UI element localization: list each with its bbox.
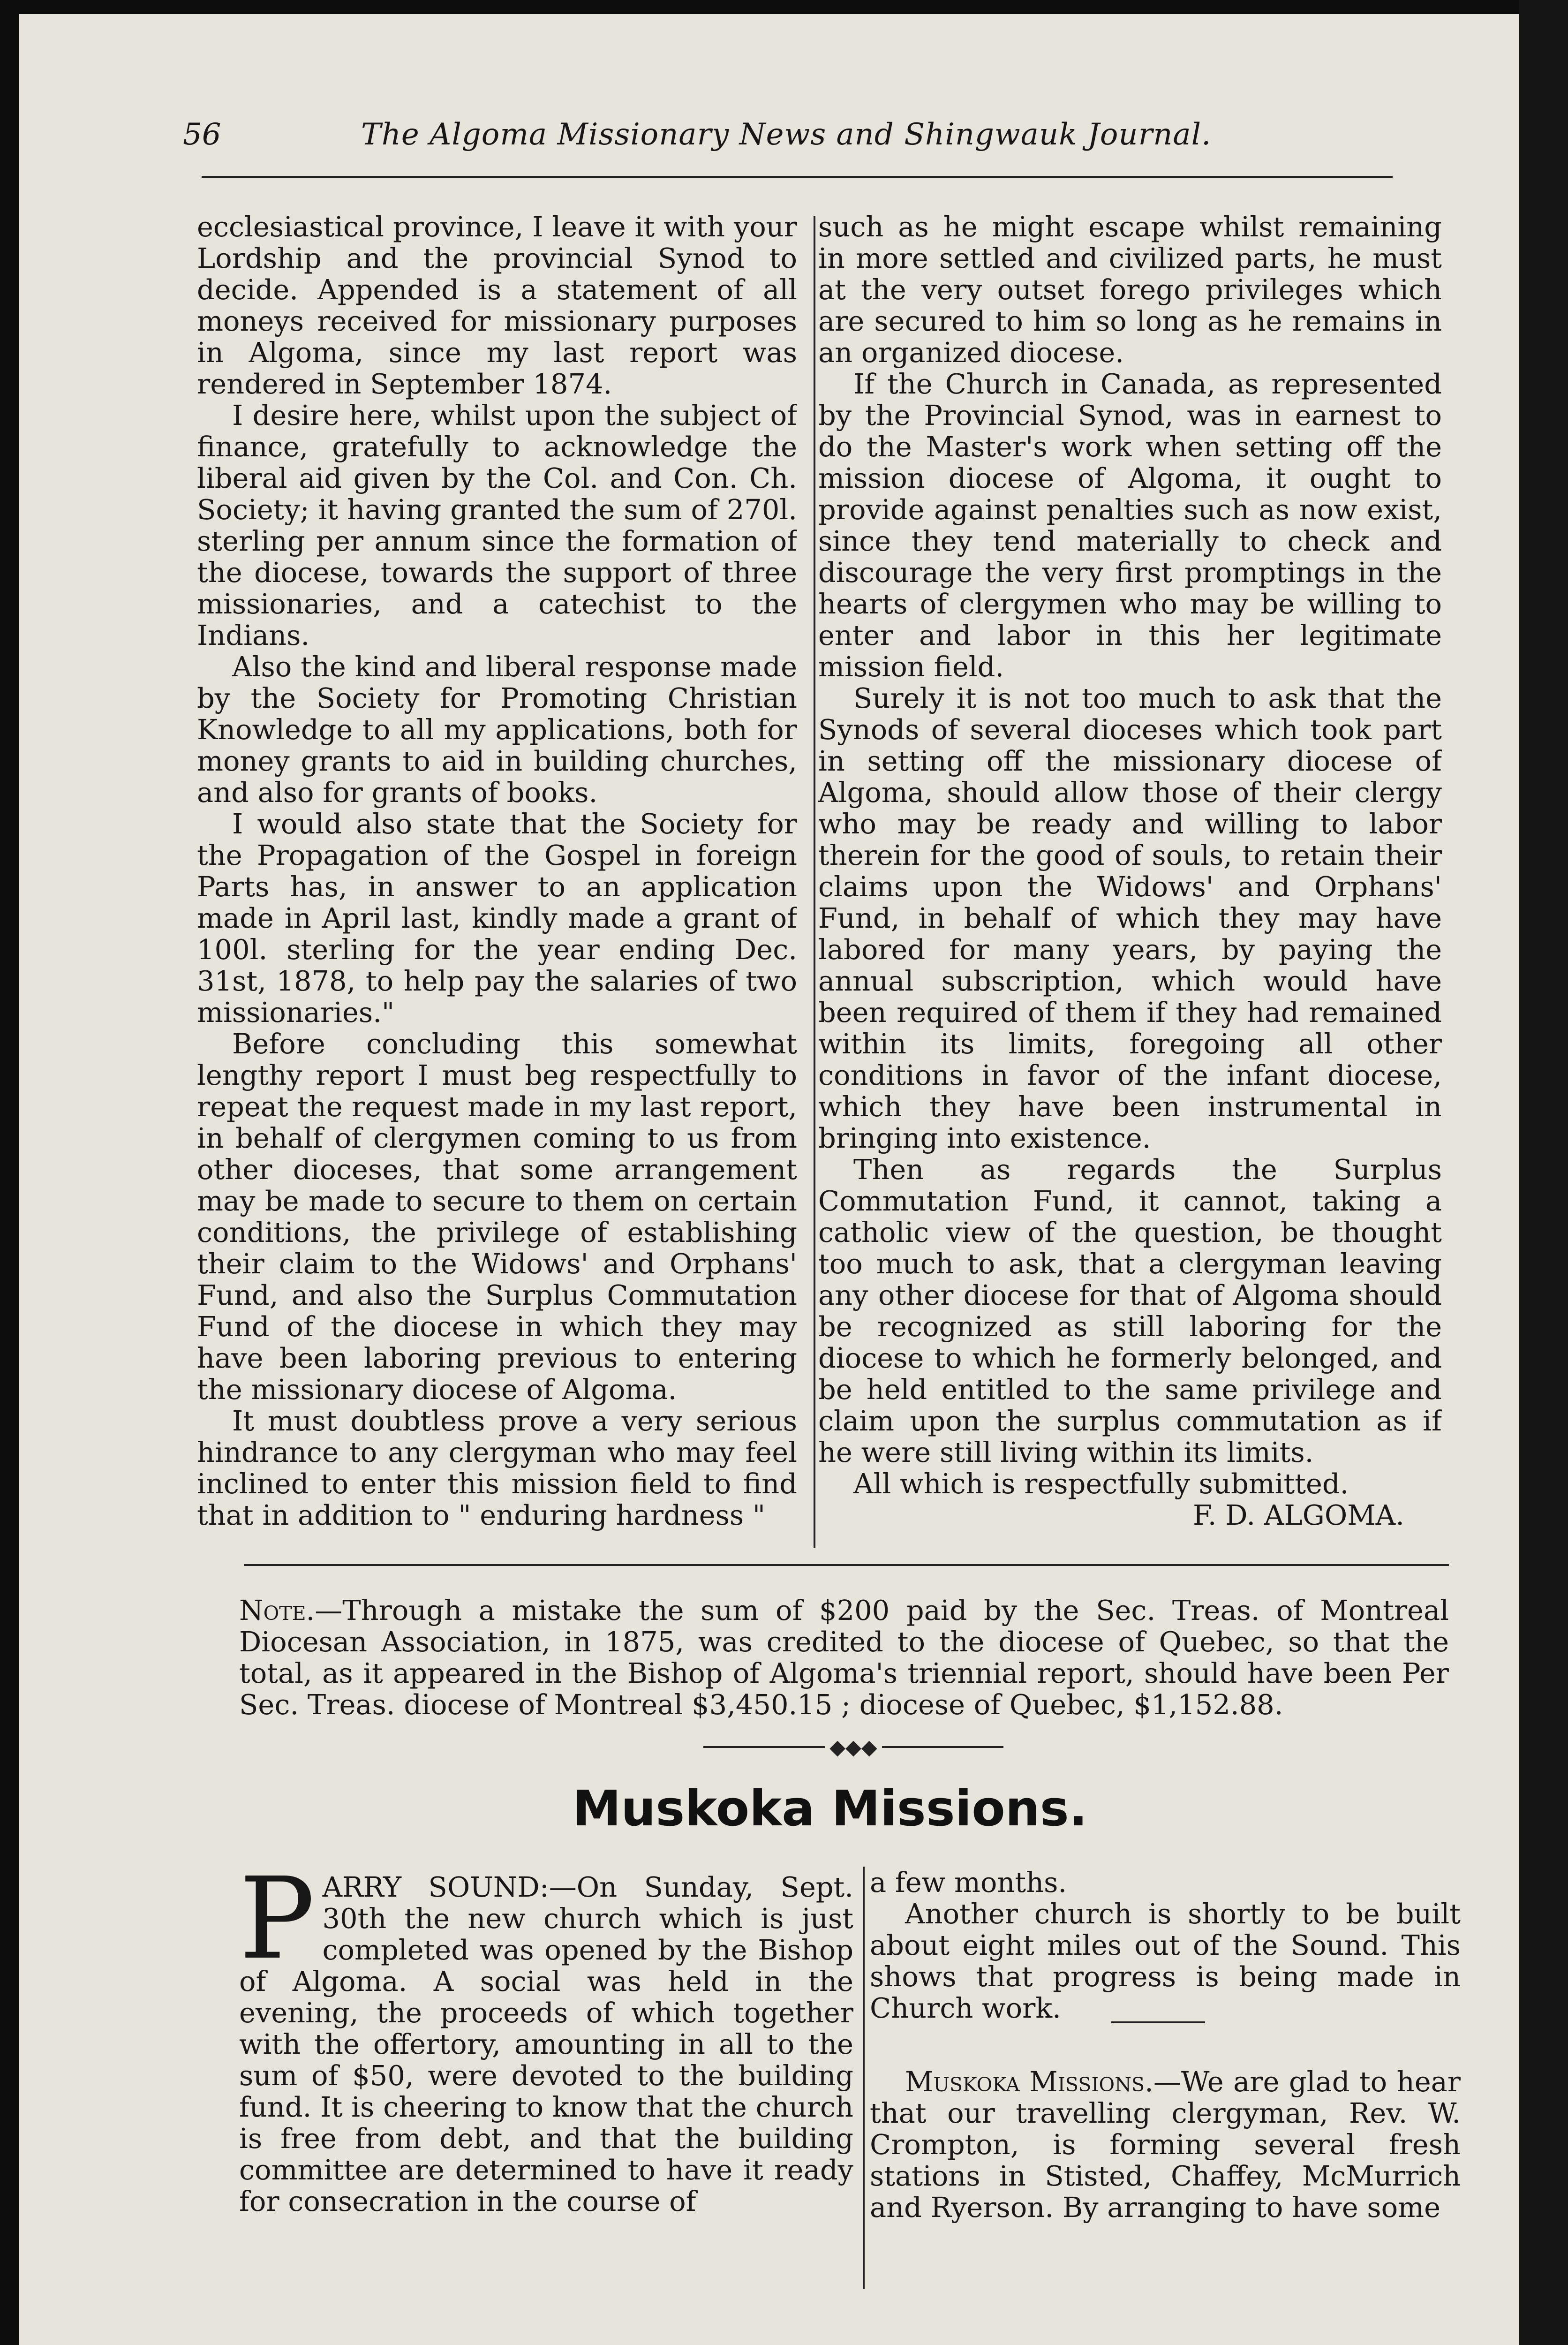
header-rule	[202, 176, 1393, 178]
ornament-line-left	[703, 1746, 825, 1748]
ornament-divider	[703, 1735, 1003, 1759]
paragraph: I desire here, whilst upon the subject of finance, gratefully to acknowledge the liberal aid given by the Col. and Con. Ch. Society; it having granted the sum of 270l. sterling per annum since the formation of the diocese, towards the support of three missionaries, and a catechist to the Indians.	[197, 399, 797, 651]
paragraph: Another church is shortly to be built about eight miles out of the Sound. This shows that progress is being made in Church work.	[870, 1898, 1461, 2024]
muskoka-missions-paragraph	[870, 2066, 1461, 2223]
paragraph: Surely it is not too much to ask that the Synods of several dioceses which took part in setting off the missionary diocese of Algoma, should allow those of their clergy who may be ready and willing to labor therein for the good of souls, to retain their claims upon the Widows' and Orphans' Fund, in behalf of which they may have labored for many years, by paying the annual subscription, which would have been required of them if they had remained within its limits, foregoing all other conditions in favor of the infant diocese, which they have been instrumental in bringing into existence.	[818, 682, 1442, 1154]
parry-sound-paragraph	[239, 1871, 853, 2217]
journal-title: The Algoma Missionary News and Shingwauk Journal.	[361, 117, 1212, 152]
paragraph: such as he might escape whilst remaining in more settled and civilized parts, he must at the very outset forego privileges which are secured to him so long as he remains in an organized diocese.	[818, 211, 1442, 369]
muskoka-left-column	[239, 1871, 853, 2275]
signature: F. D. ALGOMA.	[1192, 1499, 1404, 1531]
note-paragraph	[239, 1595, 1449, 1720]
muskoka-right-column	[870, 1867, 1461, 2289]
paragraph: a few months.	[870, 1867, 1067, 1899]
paragraph-lead: ARRY SOUND	[322, 1871, 540, 1903]
column-divider	[814, 216, 815, 1548]
drop-cap: P	[239, 1871, 315, 1984]
paragraph-lead: Muskoka Missions.	[905, 2065, 1153, 2098]
paragraph: I would also state that the Society for the Propagation of the Gospel in foreign Parts has, in answer to an application made in April last, kindly made a grant of 100l. sterling for the year ending Dec. 31st, 1878, to help pay the salaries of two missionaries."	[197, 808, 797, 1029]
paragraph: It must doubtless prove a very serious hindrance to any clergyman who may feel inclined to enter this mission field to find that in addition to " enduring hardness "	[197, 1405, 797, 1531]
paragraph: Then as regards the Surplus Commutation Fund, it cannot, taking a catholic view of the question, be thought too much to ask, that a clergyman leaving any other diocese for that of Algoma should be recognized as still laboring for the diocese to which he formerly belonged, and be held entitled to the same privilege and claim upon the surplus commutation as if he were still living within its limits.	[818, 1153, 1442, 1468]
right-column	[818, 211, 1442, 1562]
paragraph: Before concluding this somewhat lengthy report I must beg respectfully to repeat the request made in my last report, in behalf of clergymen coming to us from other dioceses, that some arrangement may be made to secure to them on certain conditions, the privilege of establishing their claim to the Widows' and Orphans' Fund, and also the Surplus Commutation Fund of the diocese in which they may have been laboring previous to entering the missionary diocese of Algoma.	[197, 1028, 797, 1406]
section-title: Muskoka Missions.	[572, 1780, 1088, 1837]
paragraph-text: :—On Sunday, Sept. 30th the new church which is just completed was opened by the Bishop of Algoma. A social was held in the evening, the proceeds of which together with the offertory, amounting in all to the sum of $50, were devoted to the building fund. It is cheering to know that the church is free from debt, and that the building committee are determined to have it ready for consecration in the course of	[239, 1871, 853, 2217]
page-number: 56	[183, 117, 221, 152]
paragraph-text: —We are glad to hear that our travelling clergyman, Rev. W. Crompton, is forming several fresh stations in Stisted, Chaffey, McMurrich and Ryerson. By arranging to have some	[870, 2065, 1461, 2224]
newspaper-page	[19, 14, 1519, 2345]
paragraph: ecclesiastical province, I leave it with your Lordship and the provincial Synod to decide. Appended is a statement of all moneys received for missionary purposes in Algoma, since my last report was rendered in September 1874.	[197, 211, 797, 400]
ornament-line-right	[882, 1746, 1003, 1748]
page-edge	[1519, 0, 1568, 2345]
ornament-diamonds-icon: ◆◆◆	[829, 1735, 877, 1759]
paragraph: All which is respectfully submitted.	[853, 1468, 1349, 1500]
section-rule	[244, 1564, 1449, 1566]
paragraph: Also the kind and liberal response made by the Society for Promoting Christian Knowledge to all my applications, both for money grants to aid in building churches, and also for grants of books.	[197, 651, 797, 809]
column-divider	[863, 1867, 865, 2289]
note-text: —Through a mistake the sum of $200 paid by the Sec. Treas. of Montreal Diocesan Association, in 1875, was credited to the diocese of Quebec, so that the total, as it appeared in the Bishop of Algoma's triennial report, should have been Per Sec. Treas. diocese of Montreal $3,450.15 ; diocese of Quebec, $1,152.88.	[239, 1594, 1449, 1721]
paragraph: If the Church in Canada, as represented by the Provincial Synod, was in earnest to do the Master's work when setting off the mission diocese of Algoma, it ought to provide against penalties such as now exist, since they tend materially to check and discourage the very first promptings in the hearts of clergymen who may be willing to enter and labor in this her legitimate mission field.	[818, 368, 1442, 683]
small-divider	[1111, 2021, 1205, 2023]
left-column	[197, 211, 797, 1562]
note-lead: Note.	[239, 1594, 315, 1626]
